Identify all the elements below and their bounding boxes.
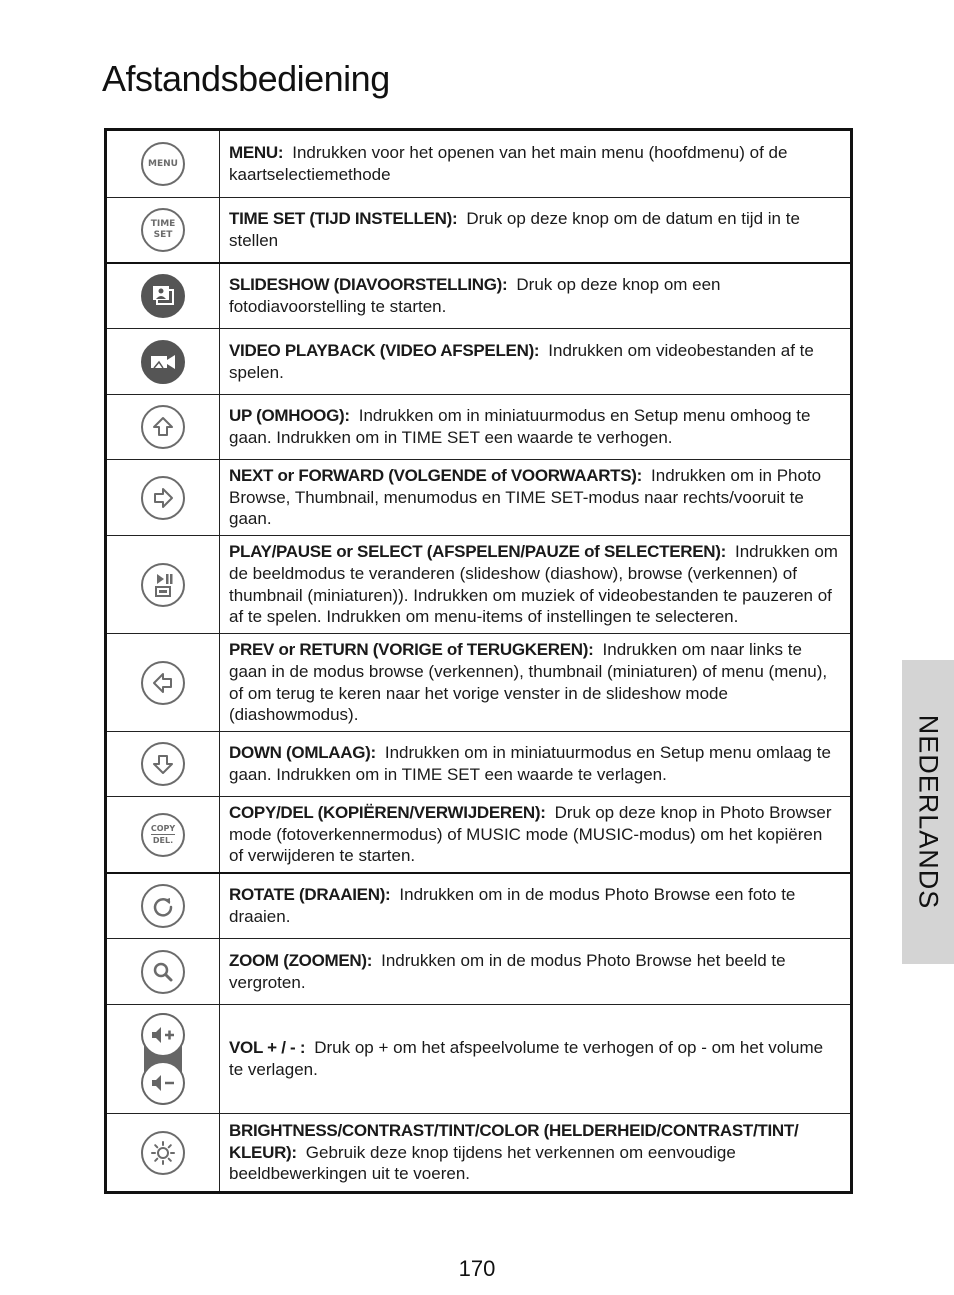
row-label: TIME SET (TIJD INSTELLEN): xyxy=(229,209,458,229)
page-number: 170 xyxy=(458,1256,496,1281)
row-text: Indrukken om de beeldmodus te veranderen (slideshow (diashow), browse (verkennen) of thumbnail (miniaturen)). Indrukken om muziek of videobestanden te pauzeren of af te spelen. Indrukken om menu-items of instellingen te selecteren. xyxy=(229,541,838,627)
row-text: Indrukken om in miniatuurmodus en Setup menu omlaag te gaan. Indrukken om in TIME SET een waarde te verlagen. xyxy=(229,743,831,784)
arrow-right-icon xyxy=(141,476,185,520)
page-title: Afstandsbediening xyxy=(102,58,390,99)
row-label: PREV or RETURN (VORIGE of TERUGKEREN): xyxy=(229,639,594,659)
row-label: PLAY/PAUSE or SELECT (AFSPELEN/PAUZE of SELECTEREN): xyxy=(229,541,726,561)
row-label: ROTATE (DRAAIEN): xyxy=(229,885,391,905)
table-row xyxy=(107,536,850,634)
brightness-icon xyxy=(141,1131,185,1175)
row-text: Druk op deze knop om de datum en tijd in te stellen xyxy=(229,209,800,250)
row-label: ZOOM (ZOOMEN): xyxy=(229,950,373,970)
row-text: Indrukken voor het openen van het main menu (hoofdmenu) of de kaartselectiemethode xyxy=(229,143,788,184)
table-row xyxy=(107,939,850,1005)
row-text: Druk op deze knop in Photo Browser mode (fotoverkennermodus) of MUSIC mode (MUSIC-modus) om het kopiëren of verwijderen te starten. xyxy=(229,802,832,866)
row-label: DOWN (OMLAAG): xyxy=(229,743,376,763)
row-label: MENU: xyxy=(229,143,284,163)
table-row xyxy=(107,1005,850,1114)
arrow-up-icon xyxy=(141,405,185,449)
row-text: Indrukken om videobestanden af te spelen. xyxy=(229,340,814,382)
row-label: COPY/DEL (KOPIËREN/VERWIJDEREN): xyxy=(229,802,546,822)
arrow-down-icon xyxy=(141,742,185,786)
zoom-icon xyxy=(141,950,185,994)
volume-up-down-icon xyxy=(144,1013,182,1105)
table-row xyxy=(107,1114,850,1191)
language-side-tab xyxy=(902,660,954,964)
table-row xyxy=(107,329,850,395)
row-text: Druk op + om het afspeelvolume te verhogen of op - om het volume te verlagen. xyxy=(229,1038,824,1079)
row-text: Indrukken om in de modus Photo Browse een foto te draaien. xyxy=(229,885,796,926)
remote-control-table xyxy=(104,128,853,1194)
row-text: Indrukken om in de modus Photo Browse het beeld te vergroten. xyxy=(229,950,786,992)
copy-del-button-icon: COPY DEL. xyxy=(141,813,185,857)
row-label: SLIDESHOW (DIAVOORSTELLING): xyxy=(229,275,508,295)
table-row xyxy=(107,797,850,874)
volume-down-icon xyxy=(141,1061,185,1105)
play-pause-select-icon xyxy=(141,563,185,607)
table-row xyxy=(107,198,850,264)
row-text: Gebruik deze knop tijdens het verkennen om eenvoudige beeldbewerkingen uit te voeren. xyxy=(229,1142,736,1184)
table-row xyxy=(107,264,850,329)
time-set-button-icon: TIME SET xyxy=(141,208,185,252)
row-label: NEXT or FORWARD (VOLGENDE of VOORWAARTS): xyxy=(229,465,643,485)
table-row xyxy=(107,732,850,797)
row-text: Indrukken om in Photo Browse, Thumbnail, menumodus en TIME SET-modus naar rechts/vooruit te gaan. xyxy=(229,465,822,529)
table-row xyxy=(107,131,850,198)
volume-up-icon xyxy=(141,1013,185,1057)
video-camera-icon xyxy=(141,340,185,384)
table-row xyxy=(107,395,850,460)
row-label: BRIGHTNESS/CONTRAST/TINT/COLOR (HELDERHEID/CONTRAST/TINT/ KLEUR): xyxy=(229,1120,799,1162)
arrow-left-icon xyxy=(141,661,185,705)
menu-button-icon: MENU xyxy=(141,142,185,186)
rotate-icon xyxy=(141,884,185,928)
row-label: UP (OMHOOG): xyxy=(229,406,350,426)
row-text: Druk op deze knop om een fotodiavoorstelling te starten. xyxy=(229,275,721,316)
row-label: VIDEO PLAYBACK (VIDEO AFSPELEN): xyxy=(229,340,540,360)
row-label: VOL + / - : xyxy=(229,1038,306,1058)
row-text: Indrukken om in miniatuurmodus en Setup menu omhoog te gaan. Indrukken om in TIME SET een waarde te verhogen. xyxy=(229,406,811,447)
table-row xyxy=(107,460,850,536)
slideshow-icon xyxy=(141,274,185,318)
table-row xyxy=(107,634,850,732)
row-text: Indrukken om naar links te gaan in de modus browse (verkennen), thumbnail (miniaturen) of menu (menu), of om terug te keren naar het vorige venster in de slideshow mode (diashowmodus). xyxy=(229,639,828,725)
table-row xyxy=(107,874,850,939)
language-label: NEDERLANDS xyxy=(913,714,944,910)
